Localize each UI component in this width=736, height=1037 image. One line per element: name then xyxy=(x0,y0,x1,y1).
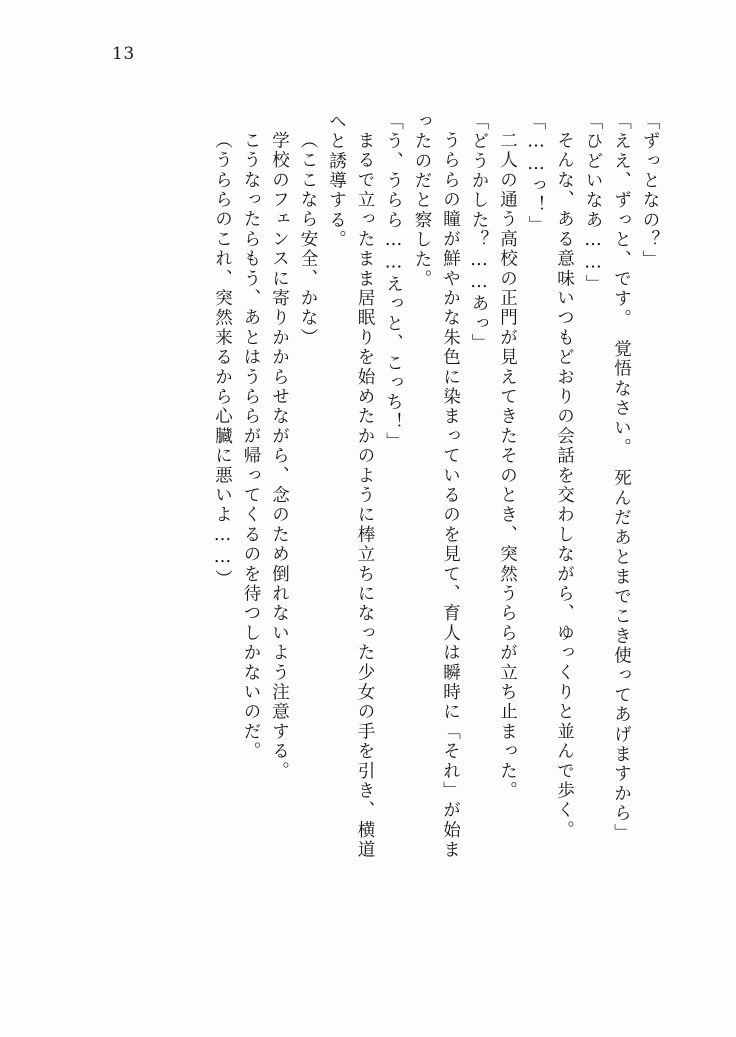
text-line: こうなったらもう、あとはうららが帰ってくるのを待つしかないのだ。 xyxy=(241,131,261,762)
text-line: 「ずっとなの？」 xyxy=(640,112,660,270)
text-line: 「どうかした？……あっ」 xyxy=(469,112,489,354)
text-line: うららの瞳が鮮やかな朱色に染まっているのを見て、育人は瞬時に「それ」が始ま xyxy=(440,131,461,860)
vertical-text-block xyxy=(96,112,658,902)
text-line: 「う、うらら……えっと、こっち！」 xyxy=(383,112,404,452)
text-line: へと誘導する。 xyxy=(326,112,347,250)
page-number: 13 xyxy=(112,44,135,64)
text-line: 「……っ！」 xyxy=(526,112,546,236)
text-line: 「ひどいなあ……」 xyxy=(583,112,603,295)
text-line: （うららのこれ、突然来るから心臓に悪いよ……） xyxy=(212,131,233,590)
text-line: ったのだと察した。 xyxy=(412,112,432,290)
text-line: そんな、ある意味いつもどおりの会話を交わしながら、ゆっくりと並んで歩く。 xyxy=(554,131,575,841)
text-line: （ここなら安全、かな） xyxy=(298,131,318,348)
text-line: 二人の通う高校の正門が見えてきたそのとき、突然うららが立ち止まった。 xyxy=(497,131,518,801)
text-line: 学校のフェンスに寄りかからせながら、念のため倒れないよう注意する。 xyxy=(269,131,290,782)
text-line: 「ええ、ずっと、です。 覚悟なさい。 死んだあとまでこき使ってあげますから」 xyxy=(611,112,632,844)
text-line: まるで立ったまま居眠りを始めたかのように棒立ちになった少女の手を引き、横道 xyxy=(355,131,375,860)
